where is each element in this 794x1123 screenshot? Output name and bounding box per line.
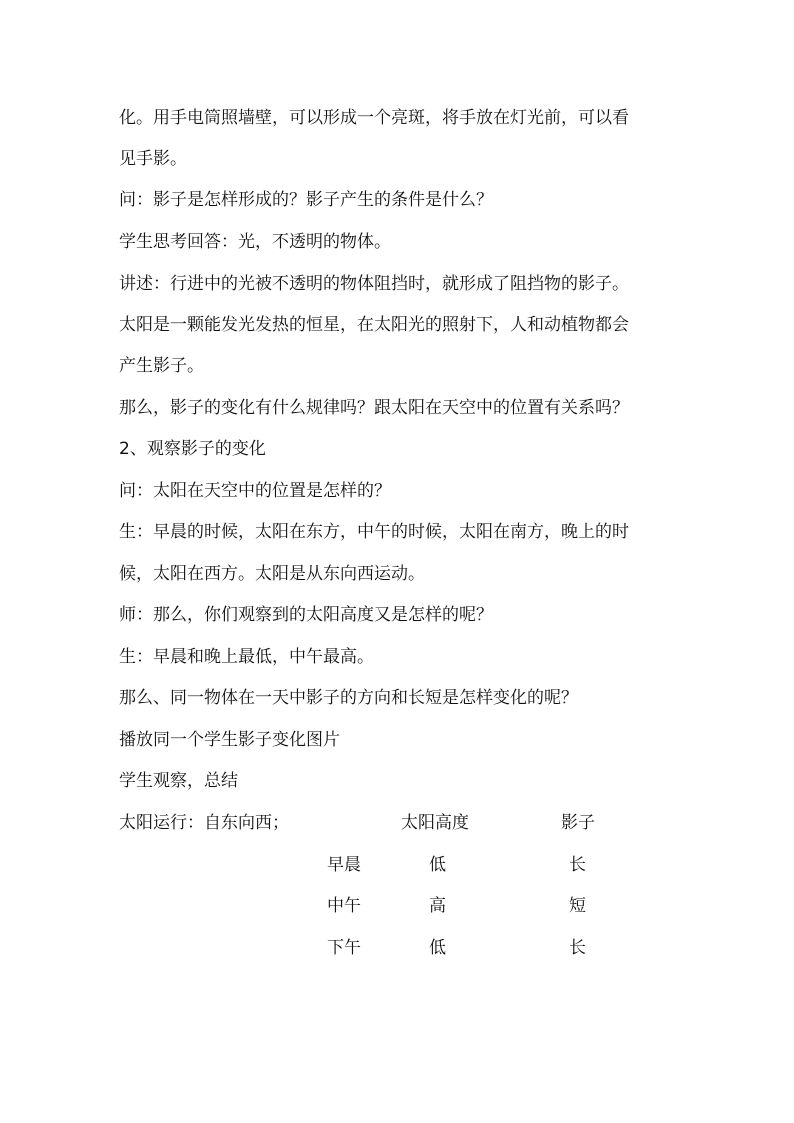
paragraph-line: 产生影子。 [119, 356, 204, 376]
summary-table-row [0, 886, 794, 927]
time-of-day: 中午 [327, 896, 361, 916]
sun-height-value: 高 [429, 896, 446, 916]
question-line: 问：太阳在天空中的位置是怎样的？ [119, 481, 391, 501]
time-of-day: 下午 [327, 938, 361, 958]
sun-height-value: 低 [429, 855, 446, 875]
summary-table-row [0, 845, 794, 886]
section-heading: 2、观察影子的变化 [119, 439, 266, 459]
teacher-question-line: 师：那么，你们观察到的太阳高度又是怎样的呢？ [119, 605, 493, 625]
question-line: 那么、同一物体在一天中影子的方向和长短是怎样变化的呢？ [119, 688, 578, 708]
shadow-length-value: 长 [569, 938, 586, 958]
student-answer-line: 学生思考回答：光，不透明的物体。 [119, 232, 391, 252]
time-of-day: 早晨 [327, 855, 361, 875]
shadow-length-value: 短 [569, 896, 586, 916]
lecture-line: 讲述：行进中的光被不透明的物体阻挡时，就形成了阻挡物的影子。 [119, 274, 629, 294]
sun-height-value: 低 [429, 938, 446, 958]
paragraph-line: 候，太阳在西方。太阳是从东向西运动。 [119, 564, 425, 584]
activity-line: 学生观察，总结 [119, 771, 238, 791]
shadow-header: 影子 [561, 813, 595, 833]
student-answer-line: 生：早晨的时候，太阳在东方，中午的时候，太阳在南方，晚上的时 [119, 522, 629, 542]
question-line: 那么，影子的变化有什么规律吗？跟太阳在天空中的位置有关系吗？ [119, 398, 629, 418]
paragraph-line: 太阳是一颗能发光发热的恒星，在太阳光的照射下，人和动植物都会 [119, 315, 629, 335]
student-answer-line: 生：早晨和晚上最低，中午最高。 [119, 647, 374, 667]
shadow-length-value: 长 [569, 855, 586, 875]
paragraph-line: 化。用手电筒照墙壁，可以形成一个亮斑，将手放在灯光前，可以看 [119, 108, 629, 128]
summary-table-row [0, 928, 794, 969]
summary-table-header [0, 803, 794, 844]
activity-line: 播放同一个学生影子变化图片 [119, 730, 340, 750]
paragraph-line: 见手影。 [119, 149, 187, 169]
sun-height-header: 太阳高度 [401, 813, 469, 833]
sun-movement-label: 太阳运行：自东向西； [119, 813, 289, 833]
question-line: 问：影子是怎样形成的？影子产生的条件是什么？ [119, 190, 493, 210]
